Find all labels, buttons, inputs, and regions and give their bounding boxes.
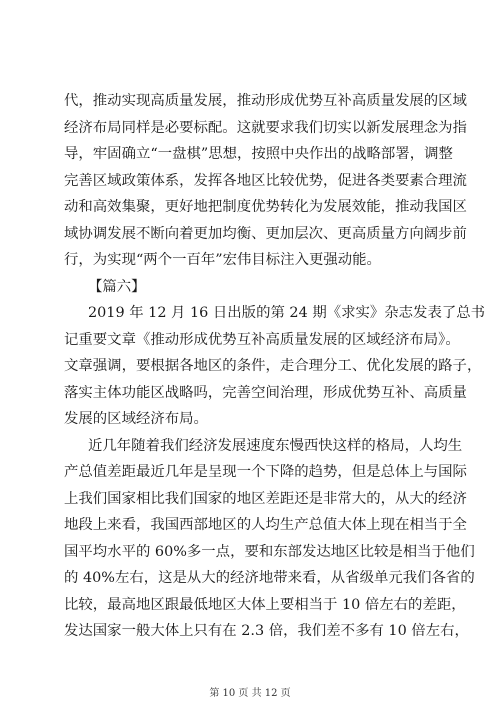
- page-footer: 第 10 页 共 12 页: [209, 688, 291, 699]
- text-line: 2019 年 12 月 16 日出版的第 24 期《求实》杂志发表了总书: [88, 305, 486, 321]
- text-line: 发展的区域经济布局。: [64, 411, 208, 427]
- text-line: 完善区域政策体系，发挥各地区比较优势，促进各类要素合理流: [64, 172, 467, 189]
- text-line: 文章强调，要根据各地区的条件，走合理分工、优化发展的路子，: [64, 358, 482, 374]
- text-line: 经济布局同样是必要标配。这就要求我们切实以新发展理念为指: [64, 119, 467, 136]
- section-heading: 【篇六】: [88, 278, 146, 295]
- text-line: 落实主体功能区战略吗，完善空间治理，形成优势互补、高质量: [64, 384, 467, 401]
- document-body: [64, 88, 486, 645]
- text-line: 发达国家一般大体上只有在 2.3 倍，我们差不多有 10 倍左右，: [64, 623, 469, 639]
- text-line: 域协调发展不断向着更加均衡、更加层次、更高质量方向阔步前: [64, 225, 467, 242]
- text-line: 动和高效集聚，更好地把制度优势转化为发展效能，推动我国区: [64, 199, 467, 215]
- text-line: 代，推动实现高质量发展，推动形成优势互补高质量发展的区域: [64, 93, 467, 109]
- text-line: 国平均水平的 60%多一点，要和东部发达地区比较是相当于他们: [64, 543, 475, 560]
- text-line: 导，牢固确立“一盘棋”思想，按照中央作出的战略部署，调整: [64, 146, 453, 162]
- text-line: 比较，最高地区跟最低地区大体上要相当于 10 倍左右的差距，: [64, 596, 466, 613]
- text-line: 地段上来看，我国西部地区的人均生产总值大体上现在相当于全: [64, 517, 467, 533]
- text-line: 行，为实现“两个一百年”宏伟目标注入更强动能。: [64, 252, 381, 268]
- text-line: 的 40%左右，这是从大的经济地带来看，从省级单元我们各省的: [64, 570, 475, 586]
- text-line: 产总值差距最近几年是呈现一个下降的趋势，但是总体上与国际: [64, 464, 467, 480]
- text-line: 近几年随着我们经济发展速度东慢西快这样的格局，人均生: [88, 437, 463, 454]
- text-line: 上我们国家相比我们国家的地区差距还是非常大的，从大的经济: [64, 490, 467, 507]
- text-line: 记重要文章《推动形成优势互补高质量发展的区域经济布局》。: [64, 331, 460, 348]
